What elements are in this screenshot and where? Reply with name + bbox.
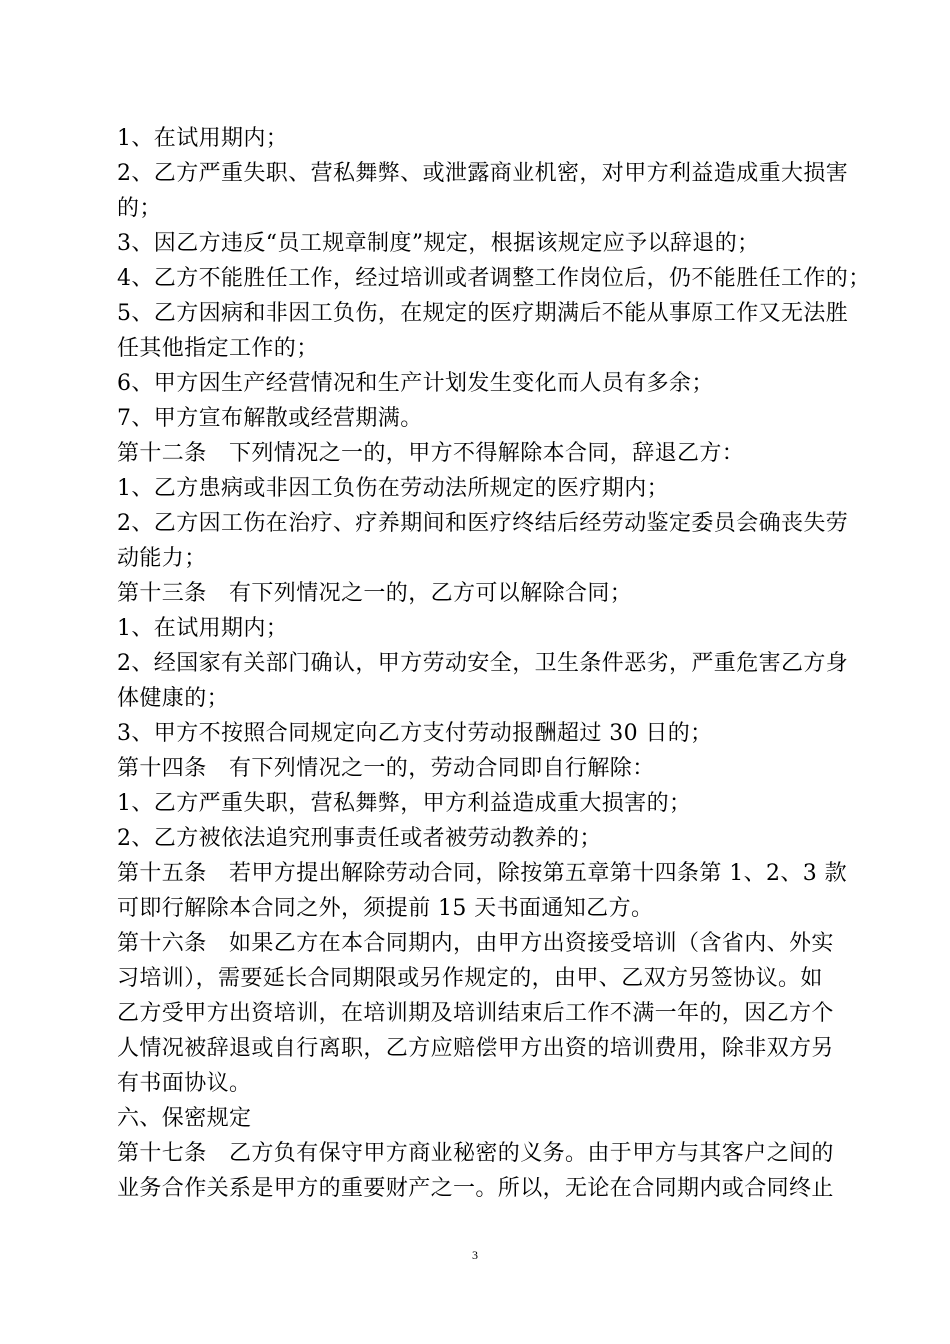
text-line: 乙方受甲方出资培训，在培训期及培训结束后工作不满一年的，因乙方个: [117, 1001, 834, 1026]
text-line: 2、乙方严重失职、营私舞弊、或泄露商业机密，对甲方利益造成重大损害: [117, 161, 849, 186]
text-line: 体健康的；: [117, 686, 230, 711]
article-heading-17: 第十七条 乙方负有保守甲方商业秘密的义务。由于甲方与其客户之间的: [117, 1141, 834, 1166]
text-line: 有书面协议。: [117, 1071, 252, 1096]
text-line: 任其他指定工作的；: [117, 336, 319, 361]
text-line: 2、乙方因工伤在治疗、疗养期间和医疗终结后经劳动鉴定委员会确丧失劳: [117, 511, 849, 536]
text-line: 可即行解除本合同之外，须提前 15 天书面通知乙方。: [117, 896, 654, 921]
article-heading-12: 第十二条 下列情况之一的，甲方不得解除本合同，辞退乙方：: [117, 441, 745, 466]
document-body: [117, 121, 871, 1206]
article-heading-14: 第十四条 有下列情况之一的，劳动合同即自行解除：: [117, 756, 655, 781]
text-line: 2、乙方被依法追究刑事责任或者被劳动教养的；: [117, 826, 602, 851]
text-line: 1、乙方严重失职，营私舞弊，甲方利益造成重大损害的；: [117, 791, 692, 816]
text-line: 5、乙方因病和非因工负伤，在规定的医疗期满后不能从事原工作又无法胜: [117, 301, 849, 326]
article-heading-15: 第十五条 若甲方提出解除劳动合同，除按第五章第十四条第 1、2、3 款: [117, 861, 847, 886]
page-number: 3: [472, 1248, 478, 1262]
section-heading-confidentiality: 六、保密规定: [117, 1106, 252, 1131]
text-line: 4、乙方不能胜任工作，经过培训或者调整工作岗位后，仍不能胜任工作的；: [117, 266, 871, 291]
text-line: 1、在试用期内；: [117, 616, 289, 641]
text-line: 动能力；: [117, 546, 207, 571]
text-line: 3、因乙方违反“员工规章制度”规定，根据该规定应予以辞退的；: [117, 231, 760, 256]
text-line: 人情况被辞退或自行离职，乙方应赔偿甲方出资的培训费用，除非双方另: [117, 1036, 834, 1061]
article-heading-16: 第十六条 如果乙方在本合同期内，由甲方出资接受培训（含省内、外实: [117, 931, 834, 956]
text-line: 7、甲方宣布解散或经营期满。: [117, 406, 423, 431]
text-line: 1、在试用期内；: [117, 126, 289, 151]
text-line: 的；: [117, 196, 162, 221]
text-line: 1、乙方患病或非因工负伤在劳动法所规定的医疗期内；: [117, 476, 669, 501]
text-line: 6、甲方因生产经营情况和生产计划发生变化而人员有多余；: [117, 371, 714, 396]
article-heading-13: 第十三条 有下列情况之一的，乙方可以解除合同；: [117, 581, 633, 606]
text-line: 3、甲方不按照合同规定向乙方支付劳动报酬超过 30 日的；: [117, 721, 713, 746]
text-line: 业务合作关系是甲方的重要财产之一。所以，无论在合同期内或合同终止: [117, 1176, 834, 1201]
text-line: 习培训），需要延长合同期限或另作规定的，由甲、乙双方另签协议。如: [117, 966, 823, 991]
text-line: 2、经国家有关部门确认，甲方劳动安全，卫生条件恶劣，严重危害乙方身: [117, 651, 849, 676]
